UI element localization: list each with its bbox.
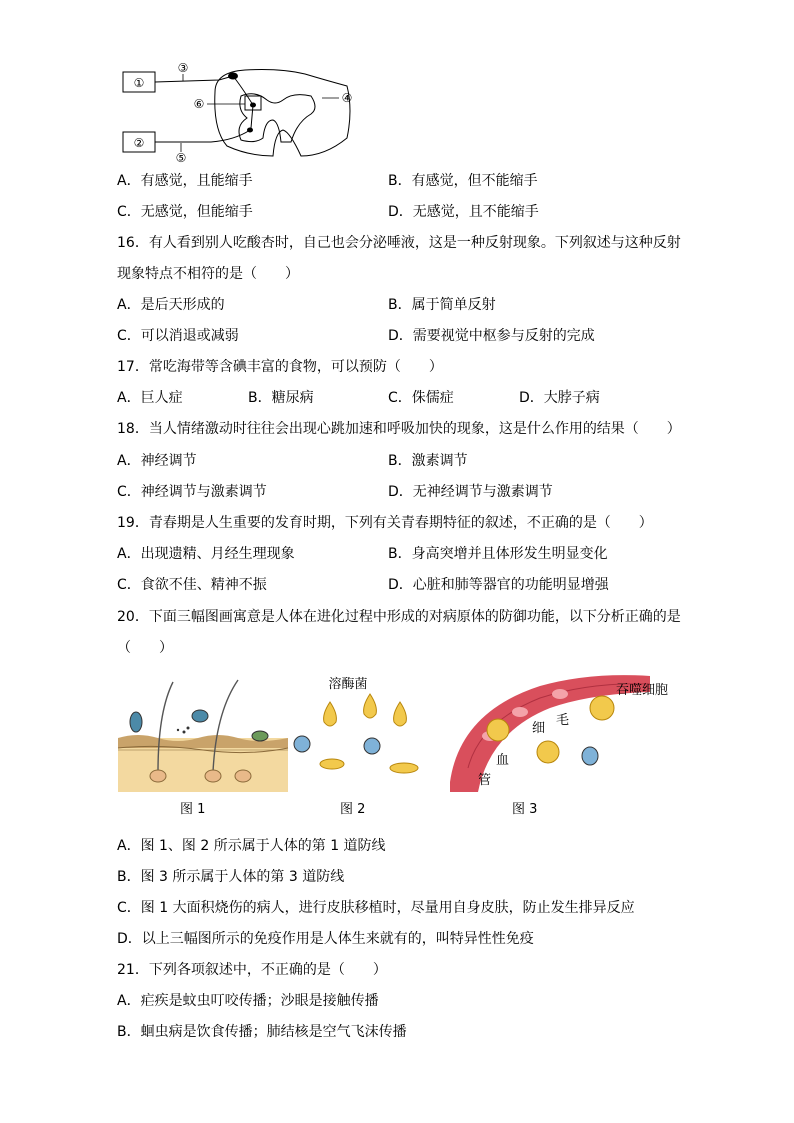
q20-option-a: A．图 1、图 2 所示属于人体的第 1 道防线 [117,838,386,854]
svg-text:细: 细 [532,721,546,736]
q19-option-b: B．身高突增并且体形发生明显变化 [388,546,608,562]
q16-option-b: B．属于简单反射 [388,297,496,313]
svg-text:⑤: ⑤ [175,151,187,165]
q16-option-c: C．可以消退或减弱 [117,328,239,344]
reflex-arc-diagram [115,60,365,166]
q15-option-c: C．无感觉，但能缩手 [117,204,253,220]
svg-text:溶酶菌: 溶酶菌 [328,677,368,692]
svg-text:毛: 毛 [556,713,570,728]
svg-text:③: ③ [177,61,189,75]
svg-text:①: ① [133,76,145,90]
svg-text:管: 管 [478,773,492,788]
figure-1-skin-barrier [118,672,288,792]
figure-2-lysozyme [288,672,438,792]
q19-option-c: C．食欲不佳、精神不振 [117,577,267,593]
q18-stem: 18．当人情绪激动时往往会出现心跳加速和呼吸加快的现象，这是什么作用的结果（ ） [117,421,681,437]
q21-option-b: B．蛔虫病是饮食传播；肺结核是空气飞沫传播 [117,1024,407,1040]
q17-stem: 17．常吃海带等含碘丰富的食物，可以预防（ ） [117,359,443,375]
q16-stem-line1: 16．有人看到别人吃酸杏时，自己也会分泌唾液，这是一种反射现象。下列叙述与这种反射 [117,235,681,251]
q16-option-a: A．是后天形成的 [117,297,225,313]
q18-option-c: C．神经调节与激素调节 [117,484,267,500]
q20-stem-line2: （ ） [117,640,173,656]
q20-option-d: D．以上三幅图所示的免疫作用是人体生来就有的，叫特异性性免疫 [117,931,534,947]
q17-option-b: B．糖尿病 [248,390,314,406]
figure-2-caption: 图 2 [340,802,366,817]
q16-option-d: D．需要视觉中枢参与反射的完成 [388,328,595,344]
q15-option-b: B．有感觉，但不能缩手 [388,173,538,189]
svg-text:吞噬细胞: 吞噬细胞 [616,683,669,698]
svg-text:血: 血 [496,753,510,768]
q15-option-d: D．无感觉，且不能缩手 [388,204,539,220]
q16-stem-line2: 现象特点不相符的是（ ） [117,266,299,282]
q19-option-a: A．出现遗精、月经生理现象 [117,546,295,562]
q17-option-c: C．侏儒症 [388,390,454,406]
q18-option-a: A．神经调节 [117,453,197,469]
q20-option-c: C．图 1 大面积烧伤的病人，进行皮肤移植时，尽量用自身皮肤，防止发生排异反应 [117,900,635,916]
q18-option-b: B．激素调节 [388,453,468,469]
figure-3-caption: 图 3 [512,802,538,817]
svg-text:⑥: ⑥ [193,97,205,111]
figure-1-caption: 图 1 [180,802,206,817]
q20-stem-line1: 20．下面三幅图画寓意是人体在进化过程中形成的对病原体的防御功能，以下分析正确的是 [117,609,681,625]
q19-stem: 19．青春期是人生重要的发育时期，下列有关青春期特征的叙述，不正确的是（ ） [117,515,653,531]
q21-stem: 21．下列各项叙述中，不正确的是（ ） [117,962,387,978]
svg-text:④: ④ [341,91,353,105]
q17-option-d: D．大脖子病 [519,390,600,406]
q19-option-d: D．心脏和肺等器官的功能明显增强 [388,577,609,593]
svg-text:②: ② [133,136,145,150]
q17-option-a: A．巨人症 [117,390,183,406]
q21-option-a: A．疟疾是蚊虫叮咬传播；沙眼是接触传播 [117,993,379,1009]
figure-3-phagocytes [450,672,669,792]
q15-option-a: A．有感觉，且能缩手 [117,173,253,189]
q20-option-b: B．图 3 所示属于人体的第 3 道防线 [117,869,345,885]
q18-option-d: D．无神经调节与激素调节 [388,484,553,500]
